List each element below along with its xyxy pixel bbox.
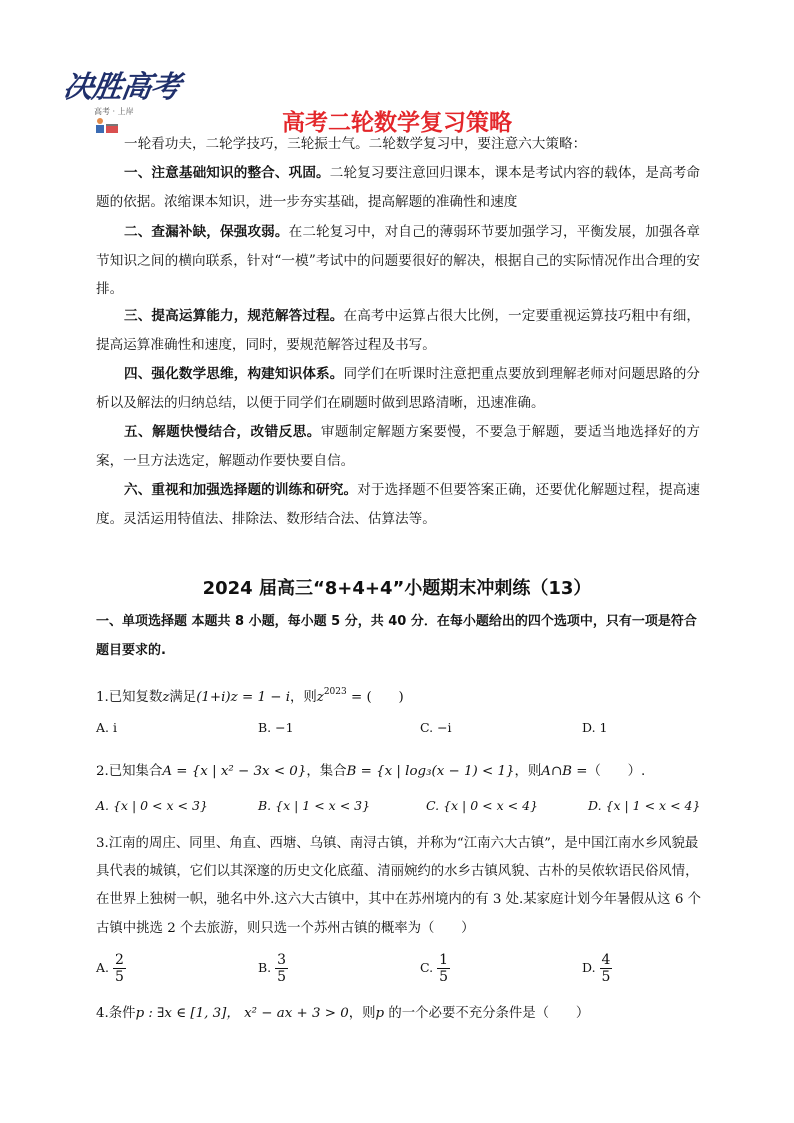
- q1-pow-exp: 2023: [323, 687, 347, 697]
- q3-option-c-fraction: [437, 952, 450, 985]
- q3-option-d-den: 5: [601, 969, 611, 985]
- q3-options: [96, 952, 708, 992]
- question-1: [96, 678, 708, 713]
- page-title: 高考二轮数学复习策略: [282, 110, 512, 136]
- q3-option-c[interactable]: [420, 952, 450, 985]
- q4-var: p: [375, 1006, 385, 1021]
- q1-tail: = ( ): [346, 690, 404, 705]
- q2-mid: ，集合: [306, 764, 347, 779]
- q4-ineq: x² − ax + 3 > 0: [244, 1006, 349, 1021]
- q2-options: [96, 798, 708, 826]
- q1-option-a[interactable]: A. i: [96, 720, 117, 735]
- q2-tail: （ ）.: [587, 764, 646, 779]
- q1-pre: 1.已知复数: [96, 690, 163, 705]
- q3-option-b-num: 3: [277, 952, 287, 968]
- question-3: 3.江南的周庄、同里、角直、西塘、乌镇、南浔古镇，并称为“江南六大古镇”，是中国江南水乡风貌最具代表的城镇，它们以其深邃的历史文化底蕴、清丽婉约的水乡古镇风貌、古朴的吴侬软语民俗风情，在世界上独树一帜，驰名中外.这六大古镇中，其中在苏州境内的有 3 处.某家庭计划今年暑假从这 6 个古镇中挑选 2 个去旅游，则只选一个苏州古镇的概率为（ ）: [96, 836, 701, 936]
- strategy-1: [96, 159, 700, 216]
- strategy-3: [96, 302, 700, 359]
- strategy-2-body: 在二轮复习中，对自己的薄弱环节要加强学习，平衡发展，加强各章节知识之间的横向联系，针对“一模”考试中的问题要很好的解决，根据自己的实际情况作出合理的安排。: [96, 224, 701, 298]
- q3-option-c-den: 5: [439, 969, 448, 985]
- question-2: [96, 758, 708, 787]
- q2-option-b[interactable]: B. {x | 1 < x < 3}: [258, 798, 371, 813]
- strategy-6-body: 对于选择题不但要答案正确，还要优化解题过程，提高速度。灵活运用特值法、排除法、数形结合法、估算法等。: [96, 482, 701, 527]
- q1-var: z: [162, 690, 170, 705]
- q3-option-c-num: 1: [439, 952, 448, 968]
- q2-expr: A∩B =: [541, 764, 588, 779]
- q1-mid: 满足: [169, 690, 197, 705]
- strategy-5-head: 五、解题快慢结合，改错反思。: [124, 424, 321, 440]
- section-title: 2024 届高三“8+4+4”小题期末冲刺练（13）: [202, 578, 592, 599]
- q2-option-d[interactable]: D. {x | 1 < x < 4}: [588, 798, 701, 813]
- q3-option-b[interactable]: [258, 952, 288, 985]
- q4-tail: 的一个必要不充分条件是（ ）: [388, 1006, 590, 1021]
- q1-then: ，则: [289, 690, 317, 705]
- logo-tagline: 高考 · 上岸: [94, 107, 134, 116]
- q3-option-a-fraction: [113, 952, 126, 985]
- strategy-6-head: 六、重视和加强选择题的训练和研究。: [124, 482, 358, 498]
- q2-option-c[interactable]: C. {x | 0 < x < 4}: [426, 798, 538, 813]
- strategy-2: [96, 218, 700, 304]
- q3-option-d[interactable]: [582, 952, 612, 985]
- q3-option-c-label: C.: [420, 960, 434, 975]
- q3-option-d-num: 4: [601, 952, 611, 968]
- strategy-4-head: 四、强化数学思维，构建知识体系。: [124, 366, 344, 382]
- logo-text: 决胜高考: [61, 70, 182, 105]
- strategy-5-body: 审题制定解题方案要慢，不要急于解题，要适当地选择好的方案，一旦方法选定，解题动作要快要自信。: [96, 424, 700, 469]
- strategy-4: [96, 360, 700, 417]
- q3-option-b-fraction: [275, 952, 288, 985]
- strategy-1-head: 一、注意基础知识的整合、巩固。: [124, 165, 330, 181]
- q4-pre: 4.条件: [96, 1006, 136, 1021]
- q3-option-d-label: D.: [582, 960, 596, 975]
- q1-eq: (1+i)z = 1 − i: [196, 690, 290, 705]
- q3-option-b-label: B.: [258, 960, 272, 975]
- q3-option-d-fraction: [600, 952, 613, 985]
- q1-option-b[interactable]: B. −1: [258, 720, 294, 735]
- strategy-3-head: 三、提高运算能力，规范解答过程。: [124, 308, 344, 324]
- q4-then: ，则: [348, 1006, 376, 1021]
- q2-pre: 2.已知集合: [96, 764, 163, 779]
- q2-set-b: B = {x | log₃(x − 1) < 1}: [346, 764, 515, 779]
- q1-option-c[interactable]: C. −i: [420, 720, 452, 735]
- strategy-3-body: 在高考中运算占很大比例，一定要重视运算技巧粗中有细，提高运算准确性和速度，同时，要规范解答过程及书写。: [96, 308, 701, 353]
- q3-option-b-den: 5: [277, 969, 287, 985]
- strategy-1-body: 二轮复习要注意回归课本，课本是考试内容的载体，是高考命题的依据。浓缩课本知识，进一步夯实基础，提高解题的准确性和速度: [96, 165, 701, 210]
- strategy-4-body: 同学们在听课时注意把重点要放到理解老师对问题思路的分析以及解法的归纳总结，以便于同学们在刷题时做到思路清晰，迅速准确。: [96, 366, 701, 411]
- question-4: [96, 1000, 708, 1029]
- q3-option-a-num: 2: [115, 952, 124, 968]
- q2-option-a[interactable]: A. {x | 0 < x < 3}: [96, 798, 208, 813]
- strategy-2-head: 二、查漏补缺，保强攻弱。: [124, 224, 289, 240]
- q1-pow-base: z: [316, 690, 324, 705]
- q1-option-d[interactable]: D. 1: [582, 720, 608, 735]
- q3-option-a-den: 5: [115, 969, 124, 985]
- strategy-5: [96, 418, 700, 475]
- q3-option-a-label: A.: [96, 960, 110, 975]
- q3-option-a[interactable]: [96, 952, 126, 985]
- q2-then: ，则: [514, 764, 542, 779]
- q1-options: [96, 720, 708, 748]
- intro-paragraph: 一轮看功夫，二轮学技巧，三轮振士气。二轮数学复习中，要注意六大策略：: [124, 136, 587, 152]
- q2-set-a: A = {x | x² − 3x < 0}: [162, 764, 307, 779]
- part1-instructions: 一、单项选择题 本题共 8 小题，每小题 5 分，共 40 分．在每小题给出的四个选项中，只有一项是符合题目要求的.: [96, 614, 697, 658]
- q4-cond: p : ∃x ∈ [1, 3]，: [135, 1006, 240, 1021]
- strategy-6: [96, 476, 700, 533]
